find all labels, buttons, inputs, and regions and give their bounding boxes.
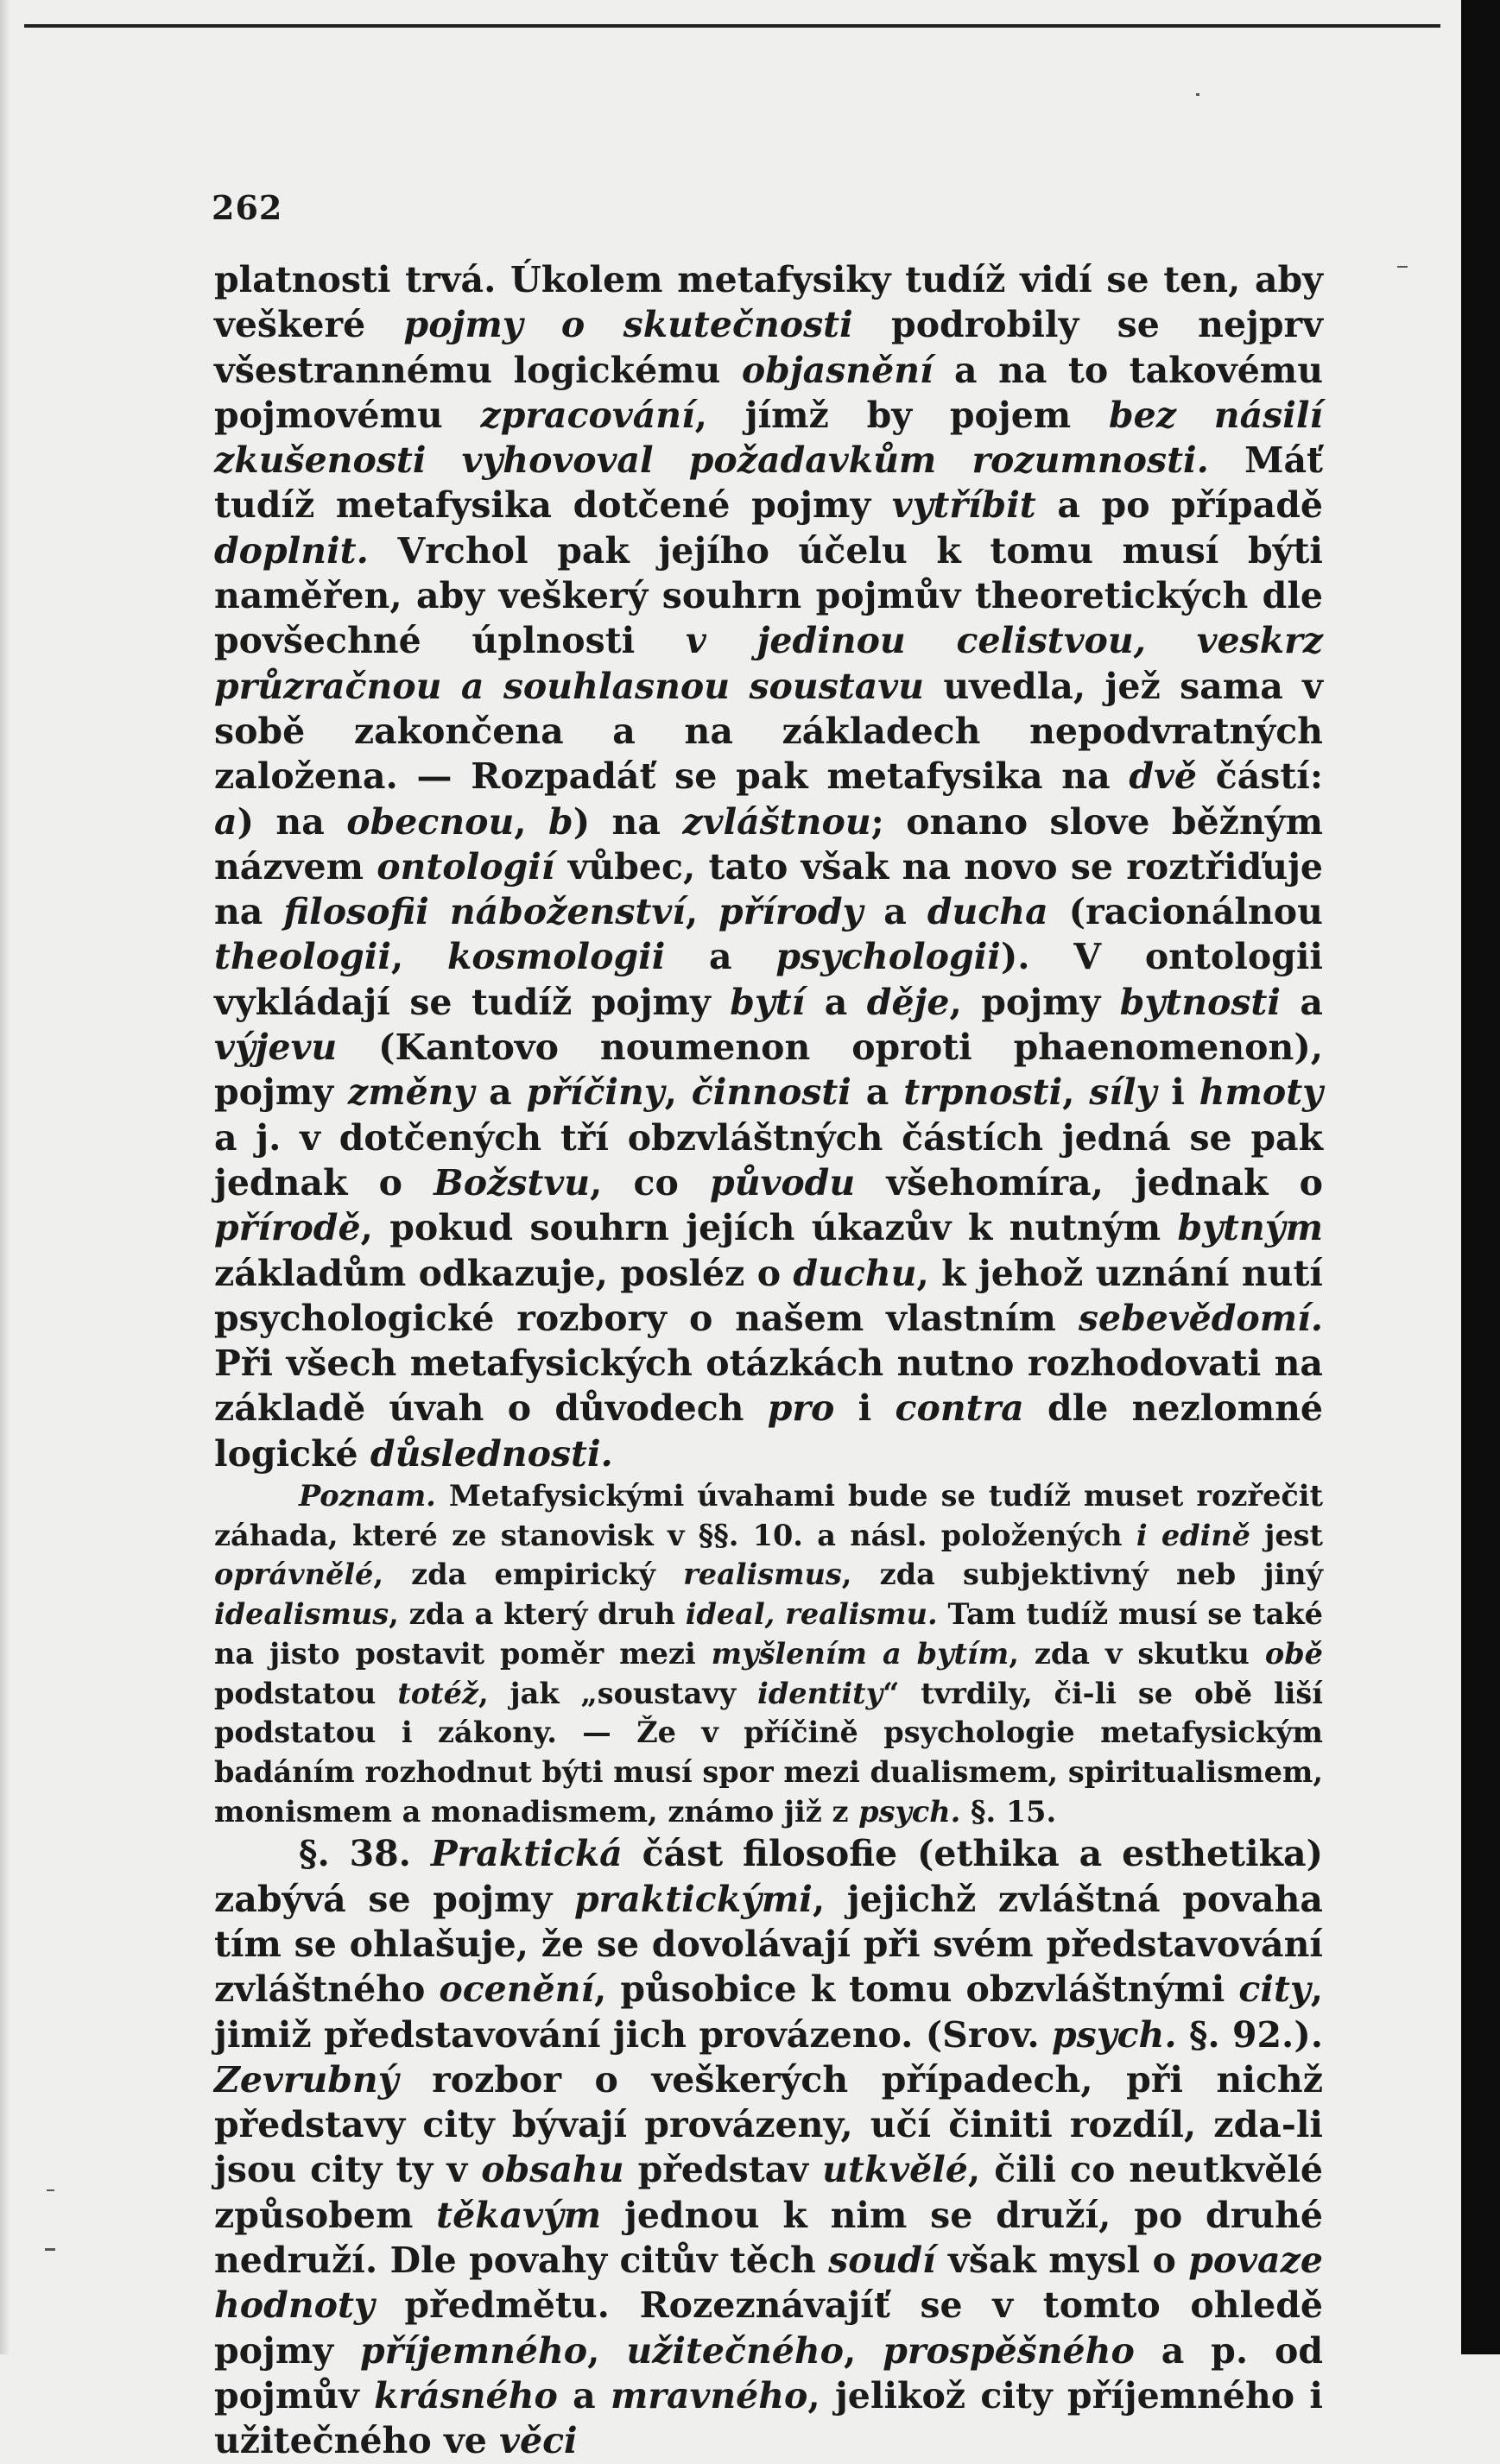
text-run: a p. od pojmův <box>214 2329 1323 2417</box>
text-run: Metafysickými úvahami bude se tudíž muset rozřečit záhada, které ze stanovisk v §§. 10. a násl. položených <box>214 1479 1323 1552</box>
footnote-paragraph <box>214 1476 1323 1831</box>
scan-speck <box>1397 266 1408 268</box>
italic-run: psychologii <box>775 936 1001 978</box>
text-run: vůbec, tato však na novo se roztřiďuje na <box>214 845 1323 933</box>
text-run: , jímž by pojem <box>694 394 1109 436</box>
text-run: a <box>665 936 776 978</box>
italic-run: pro <box>767 1387 835 1430</box>
italic-run: těkavým <box>436 2194 602 2236</box>
text-run: , <box>514 800 549 843</box>
italic-run: v jedinou celistvou, veskrz průzračnou a souhlasnou soustavu <box>214 620 1324 707</box>
text-run: Máť tudíž metafysika dotčené pojmy <box>214 439 1323 527</box>
italic-run: identity <box>757 1676 883 1710</box>
text-run: dle nezlomné logické <box>214 1387 1323 1475</box>
italic-run: obsahu <box>481 2149 624 2191</box>
italic-run: výjevu <box>214 1027 338 1069</box>
scan-border-right <box>1461 0 1500 2354</box>
page-text <box>214 257 1323 2464</box>
text-run: a <box>1280 981 1323 1023</box>
italic-run: změny <box>347 1071 475 1114</box>
italic-run: příčiny <box>526 1071 665 1114</box>
italic-run: realismus <box>683 1557 842 1592</box>
text-run: předmětu. Rozeznávajíť se v tomto ohledě pojmy <box>214 2284 1323 2372</box>
text-run: a <box>863 891 927 933</box>
text-run: , čili co neutkvělé způsobem <box>214 2149 1323 2236</box>
text-run: a <box>474 1071 527 1114</box>
italic-run: přírodě <box>214 1207 361 1249</box>
text-run: a <box>805 981 867 1023</box>
italic-run: Poznam. <box>299 1479 436 1513</box>
italic-run: ocenění <box>439 1968 595 2011</box>
italic-run: hmoty <box>1199 1071 1323 1114</box>
italic-run: Praktická <box>430 1833 623 1875</box>
text-run: jest <box>1250 1518 1324 1552</box>
italic-run: theologii <box>214 936 391 978</box>
italic-run: bytí <box>730 981 806 1023</box>
text-run: , jejichž zvláštná povaha tím se ohlašuje, že se dovolávají při svém představování zvláštného <box>214 1878 1323 2011</box>
text-run: představ <box>623 2149 823 2191</box>
italic-run: kosmologii <box>446 936 666 978</box>
text-run: , jak „soustavy <box>478 1676 758 1710</box>
text-run: ) na <box>237 800 347 843</box>
italic-run: zvláštnou <box>682 800 871 843</box>
text-run: jednou k nim se druží, po druhé nedruží. Dle povahy citův těch <box>214 2194 1323 2282</box>
text-run: , <box>685 891 719 933</box>
page-left-edge <box>0 0 10 2354</box>
italic-run: idealismus <box>214 1597 389 1632</box>
italic-run: krásného <box>374 2374 558 2417</box>
italic-run: filosofii náboženství <box>283 891 686 933</box>
italic-run: psych. <box>1052 2013 1177 2056</box>
page-number: 262 <box>212 188 283 227</box>
italic-run: děje <box>866 981 950 1023</box>
scan-speck <box>47 2189 54 2191</box>
text-run: , <box>844 2329 883 2372</box>
italic-run: psych. <box>858 1794 961 1829</box>
text-run: část filosofie (ethika a esthetika) zabývá se pojmy <box>214 1833 1324 1920</box>
text-run: , <box>1062 1071 1090 1114</box>
italic-run: praktickými <box>573 1878 813 1920</box>
text-run: §. 92.). <box>1176 2013 1323 2056</box>
text-run: , zda subjektivný neb jiný <box>841 1557 1323 1592</box>
italic-run: prospěšného <box>883 2329 1135 2372</box>
italic-run: věci <box>499 2420 578 2462</box>
text-run: ; onano slove běžným názvem <box>214 800 1323 888</box>
text-run: , zda a který druh <box>389 1597 686 1632</box>
scan-speck <box>1196 93 1199 96</box>
text-run: a po případě <box>1035 484 1324 527</box>
text-run: Při všech metafysických otázkách nutno rozhodovati na základě úvah o důvodech <box>214 1343 1323 1430</box>
italic-run: doplnit. <box>214 529 369 572</box>
italic-run: ducha <box>927 891 1048 933</box>
italic-run: užitečného <box>626 2329 845 2372</box>
text-run: základům odkazuje, posléz o <box>214 1252 794 1294</box>
text-run: , co <box>590 1161 711 1204</box>
text-run: , <box>664 1071 692 1114</box>
text-run: uvedla, jež sama v sobě zakončena a na základech nepodvratných založena. — Rozpadáť se pak metafysika na <box>214 665 1323 798</box>
italic-run: obecnou <box>346 800 515 843</box>
italic-run: pojmy o skutečnosti <box>403 304 853 346</box>
italic-run: oprávnělé <box>214 1557 374 1592</box>
text-run: všehomíra, jednak o <box>855 1161 1323 1204</box>
text-run: i <box>1156 1071 1199 1114</box>
italic-run: činnosti <box>691 1071 851 1114</box>
italic-run: přírody <box>718 891 864 933</box>
text-run: ) na <box>573 800 683 843</box>
text-run: (Kantovo noumenon oproti phaenomenon), pojmy <box>214 1027 1323 1114</box>
italic-run: bytným <box>1177 1207 1323 1249</box>
text-run: , k jehož uznání nutí psychologické rozbory o našem vlastním <box>214 1252 1324 1339</box>
text-run: a <box>851 1071 904 1114</box>
text-run: i <box>834 1387 896 1430</box>
text-run: Vrchol pak jejího účelu k tomu musí býti naměřen, aby veškerý souhrn pojmův theoretických dle povšechné úplnosti <box>214 529 1323 662</box>
text-run: , zda v skutku <box>1009 1636 1265 1671</box>
italic-run: důslednosti. <box>370 1432 613 1475</box>
italic-run: city <box>1238 1968 1311 2011</box>
text-run: podstatou <box>214 1676 398 1710</box>
italic-run: i edině <box>1136 1518 1250 1552</box>
italic-run: bytnosti <box>1119 981 1281 1023</box>
body-paragraph <box>214 257 1323 1476</box>
text-run: , pojmy <box>949 981 1120 1023</box>
italic-run: b <box>548 800 573 843</box>
text-run: , <box>587 2329 627 2372</box>
italic-run: původu <box>710 1161 856 1204</box>
italic-run: sebevědomí. <box>1078 1297 1323 1339</box>
text-run: , <box>390 936 447 978</box>
text-run: , zda empirický <box>373 1557 684 1592</box>
italic-run: mravného <box>610 2374 808 2417</box>
text-run: a na to takovému pojmovému <box>214 349 1324 436</box>
text-run: platnosti trvá. Úkolem metafysiky tudíž vidí se ten, aby veškeré <box>214 259 1323 346</box>
italic-run: síly <box>1089 1071 1157 1114</box>
text-run: podrobily se nejprv všestrannému logickému <box>214 304 1323 391</box>
text-run: Tam tudíž musí se také na jisto postavit poměr mezi <box>214 1597 1323 1671</box>
body-paragraph <box>214 1831 1323 2463</box>
text-run: rozbor o veškerých případech, při nichž představy city bývají provázeny, učí činiti rozdíl, zda-li jsou city ty v <box>214 2058 1323 2191</box>
italic-run: dvě <box>1129 755 1197 798</box>
italic-run: bez násilí zkušenosti vyhovoval požadavkům rozumnosti. <box>214 394 1323 482</box>
text-run: , jelikož city příjemného i užitečného ve <box>214 2374 1323 2462</box>
italic-run: zpracování <box>480 394 695 436</box>
italic-run: a <box>214 800 237 843</box>
text-run: §. 15. <box>960 1794 1057 1829</box>
italic-run: Božstvu <box>434 1161 591 1204</box>
italic-run: ontologií <box>377 845 555 888</box>
text-run: (racionálnou <box>1047 891 1323 933</box>
italic-run: trpnosti <box>903 1071 1063 1114</box>
text-run: však mysl o <box>935 2240 1189 2282</box>
scan-speck <box>45 2248 55 2251</box>
italic-run: příjemného <box>359 2329 588 2372</box>
italic-run: myšlením a bytím <box>711 1636 1009 1671</box>
italic-run: povaze hodnoty <box>214 2240 1323 2327</box>
text-run: “ tvrdily, či-li se obě liší podstatou i zákony. — Že v příčině psychologie metafysickým badáním rozhodnut býti musí spor mezi dualismem, spiritualismem, monismem a monadismem, známo již z <box>214 1676 1323 1829</box>
italic-run: obě <box>1264 1636 1323 1671</box>
text-run: , pokud souhrn jejích úkazův k nutným <box>360 1207 1178 1249</box>
text-run: částí: <box>1196 755 1323 798</box>
italic-run: ideal, realismu. <box>685 1597 938 1632</box>
text-run: a j. v dotčených tří obzvláštných částích jedná se pak jednak o <box>214 1116 1323 1204</box>
italic-run: utkvělé <box>822 2149 968 2191</box>
text-run: ). V ontologii vykládají se tudíž pojmy <box>214 936 1323 1023</box>
italic-run: contra <box>895 1387 1024 1430</box>
text-run: , jimiž představování jich provázeno. (Srov. <box>214 1968 1324 2056</box>
text-run: §. 38. <box>299 1833 431 1875</box>
italic-run: vytříbit <box>891 484 1036 527</box>
italic-run: soudí <box>828 2240 936 2282</box>
italic-run: Zevrubný <box>214 2058 399 2101</box>
italic-run: duchu <box>793 1252 917 1294</box>
italic-run: objasnění <box>741 349 934 391</box>
italic-run: totéž <box>397 1676 478 1710</box>
text-run: , působice k tomu obzvláštnými <box>594 1968 1239 2011</box>
top-rule <box>24 24 1440 28</box>
text-run: a <box>557 2374 611 2417</box>
